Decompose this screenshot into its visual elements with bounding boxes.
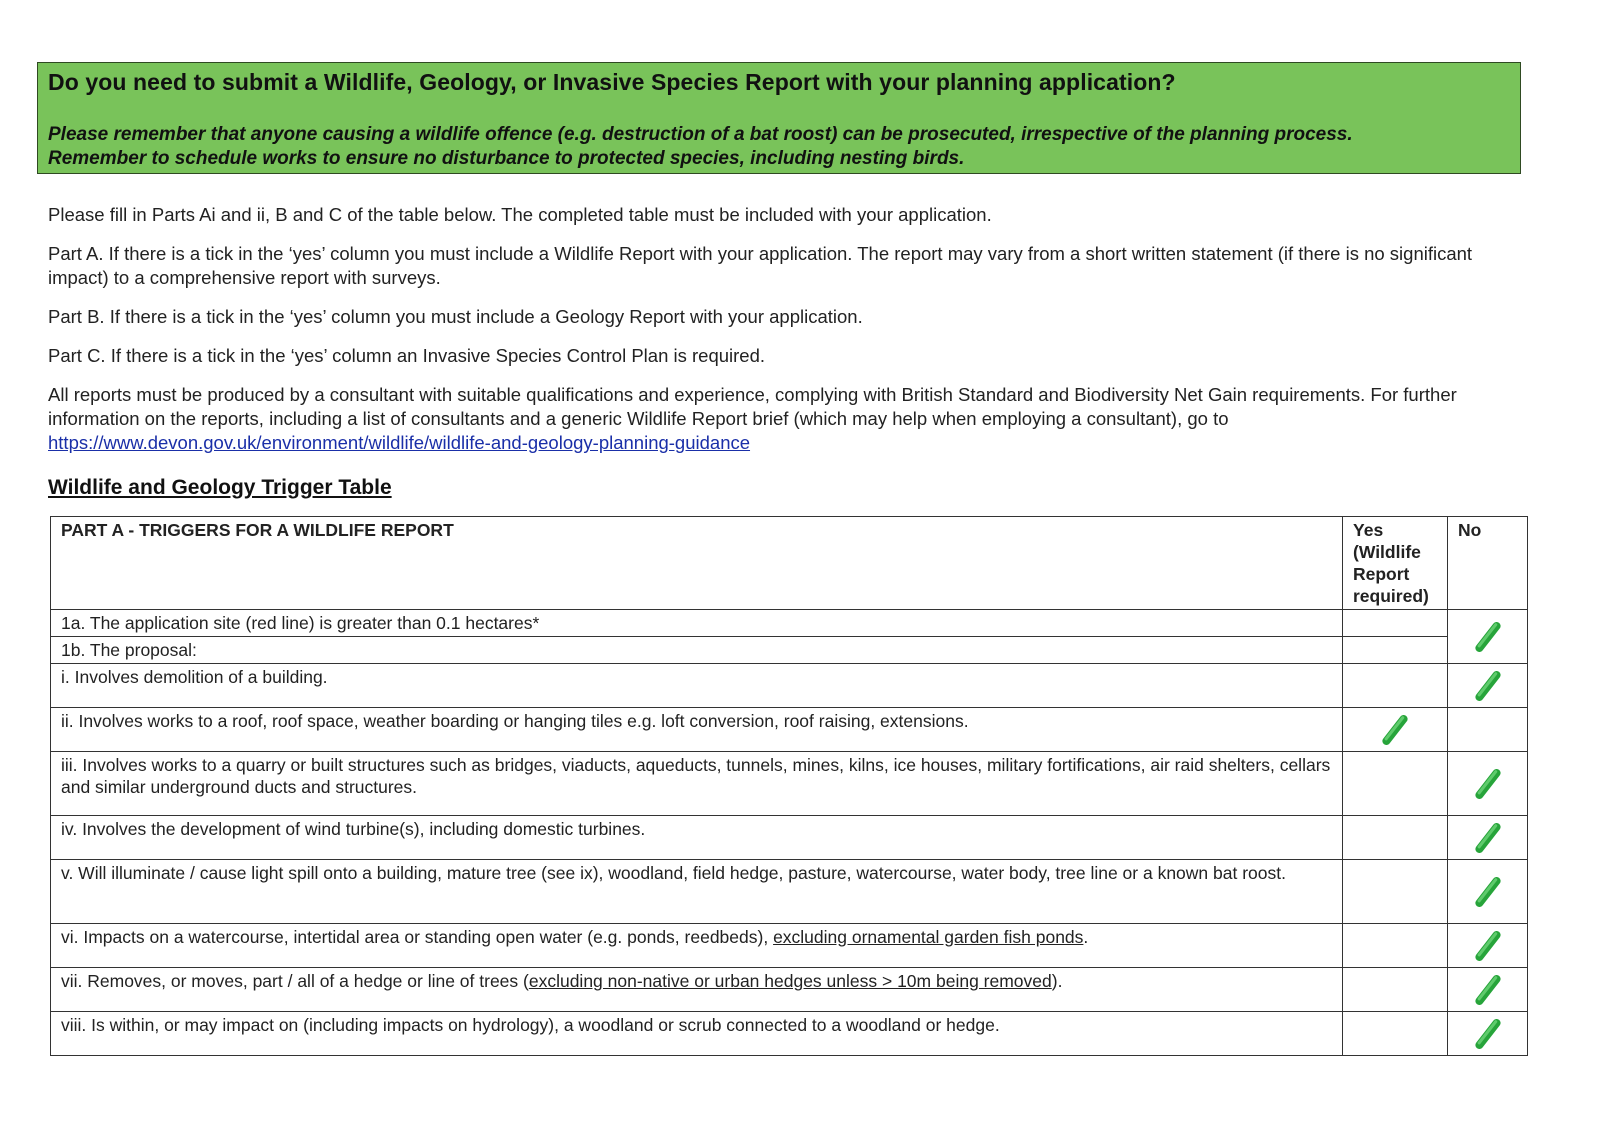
table-row — [51, 752, 1528, 816]
warning-line-1: Please remember that anyone causing a wildlife offence (e.g. destruction of a bat roost) can be prosecuted, irrespective of the planning process. — [48, 124, 1353, 145]
no-cell[interactable] — [1448, 924, 1528, 968]
yes-cell[interactable] — [1343, 637, 1448, 664]
green-tick-icon — [1473, 767, 1501, 800]
table-title: Wildlife and Geology Trigger Table — [48, 476, 392, 499]
row-label-v: v. Will illuminate / cause light spill onto a building, mature tree (see ix), woodland, field hedge, pasture, watercourse, water body, tree line or a known bat roost. — [51, 860, 1343, 924]
green-tick-icon — [1473, 973, 1501, 1006]
yes-cell[interactable] — [1343, 924, 1448, 968]
no-cell[interactable] — [1448, 860, 1528, 924]
yes-cell[interactable] — [1343, 708, 1448, 752]
no-cell[interactable] — [1448, 708, 1528, 752]
row-label-vi — [51, 924, 1343, 968]
table-row — [51, 1012, 1528, 1056]
table-header-row — [51, 517, 1528, 610]
yes-cell[interactable] — [1343, 1012, 1448, 1056]
table-row — [51, 637, 1528, 664]
table-row — [51, 816, 1528, 860]
green-tick-icon — [1473, 875, 1501, 908]
instructions — [48, 203, 1528, 470]
guidance-link[interactable]: https://www.devon.gov.uk/environment/wildlife/wildlife-and-geology-planning-guidance — [48, 432, 751, 453]
green-tick-icon — [1473, 620, 1501, 653]
page-title: Do you need to submit a Wildlife, Geology, or Invasive Species Report with your planning application? — [48, 69, 1176, 95]
green-tick-icon — [1473, 821, 1501, 854]
row-label-i: i. Involves demolition of a building. — [51, 664, 1343, 708]
table-row — [51, 610, 1528, 637]
no-cell[interactable] — [1448, 664, 1528, 708]
yes-cell[interactable] — [1343, 816, 1448, 860]
row-vi-end: . — [1083, 927, 1089, 947]
row-label-iv: iv. Involves the development of wind turbine(s), including domestic turbines. — [51, 816, 1343, 860]
yes-cell[interactable] — [1343, 610, 1448, 637]
instruction-fill: Please fill in Parts Ai and ii, B and C of the table below. The completed table must be included with your application. — [48, 204, 992, 225]
row-label-vii — [51, 968, 1343, 1012]
row-vii-underlined: excluding non-native or urban hedges unless > 10m being removed — [528, 971, 1052, 991]
row-vii-end: ). — [1051, 971, 1063, 991]
trigger-table — [50, 516, 1528, 1056]
no-cell[interactable] — [1448, 968, 1528, 1012]
row-label-1b: 1b. The proposal: — [51, 637, 1343, 664]
row-vii-text: vii. Removes, or moves, part / all of a hedge or line of trees ( — [61, 971, 529, 991]
header-banner — [37, 62, 1521, 174]
green-tick-icon — [1473, 669, 1501, 702]
row-vi-text: vi. Impacts on a watercourse, intertidal area or standing open water (e.g. ponds, reedbeds), — [61, 927, 774, 947]
instruction-reports — [48, 383, 1528, 455]
no-cell[interactable] — [1448, 1012, 1528, 1056]
table-row — [51, 968, 1528, 1012]
warning-line-2: Remember to schedule works to ensure no disturbance to protected species, including nesting birds. — [48, 148, 965, 169]
yes-cell[interactable] — [1343, 752, 1448, 816]
yes-cell[interactable] — [1343, 860, 1448, 924]
row-label-ii: ii. Involves works to a roof, roof space, weather boarding or hanging tiles e.g. loft conversion, roof raising, extensions. — [51, 708, 1343, 752]
row-label-1a: 1a. The application site (red line) is greater than 0.1 hectares* — [51, 610, 1343, 637]
green-tick-icon — [1473, 929, 1501, 962]
table-row — [51, 664, 1528, 708]
row-label-iii: iii. Involves works to a quarry or built structures such as bridges, viaducts, aqueducts, tunnels, mines, kilns, ice houses, military fortifications, air raid shelters, cellars and similar underground ducts and structures. — [51, 752, 1343, 816]
no-cell[interactable] — [1448, 752, 1528, 816]
yes-cell[interactable] — [1343, 664, 1448, 708]
table-row — [51, 924, 1528, 968]
no-cell[interactable] — [1448, 610, 1528, 664]
reports-text: All reports must be produced by a consultant with suitable qualifications and experience, complying with British Standard and Biodiversity Net Gain requirements. For further information on the reports, including a list of consultants and a generic Wildlife Report brief (which may help when employing a consultant), go to — [48, 384, 1457, 429]
instruction-part-c: Part C. If there is a tick in the ‘yes’ column an Invasive Species Control Plan is required. — [48, 345, 766, 366]
table-row — [51, 860, 1528, 924]
yes-column-header: Yes (Wildlife Report required) — [1343, 517, 1448, 610]
table-row — [51, 708, 1528, 752]
green-tick-icon — [1381, 713, 1409, 746]
offence-warning — [48, 123, 1510, 171]
yes-cell[interactable] — [1343, 968, 1448, 1012]
part-a-header: PART A - TRIGGERS FOR A WILDLIFE REPORT — [51, 517, 1343, 610]
no-column-header: No — [1448, 517, 1528, 610]
row-label-viii: viii. Is within, or may impact on (including impacts on hydrology), a woodland or scrub connected to a woodland or hedge. — [51, 1012, 1343, 1056]
instruction-part-a: Part A. If there is a tick in the ‘yes’ column you must include a Wildlife Report with your application. The report may vary from a short written statement (if there is no significant impact) to a comprehensive report with surveys. — [48, 243, 1473, 288]
green-tick-icon — [1473, 1017, 1501, 1050]
no-cell[interactable] — [1448, 816, 1528, 860]
instruction-part-b: Part B. If there is a tick in the ‘yes’ column you must include a Geology Report with your application. — [48, 306, 863, 327]
row-vi-underlined: excluding ornamental garden fish ponds — [773, 927, 1084, 947]
